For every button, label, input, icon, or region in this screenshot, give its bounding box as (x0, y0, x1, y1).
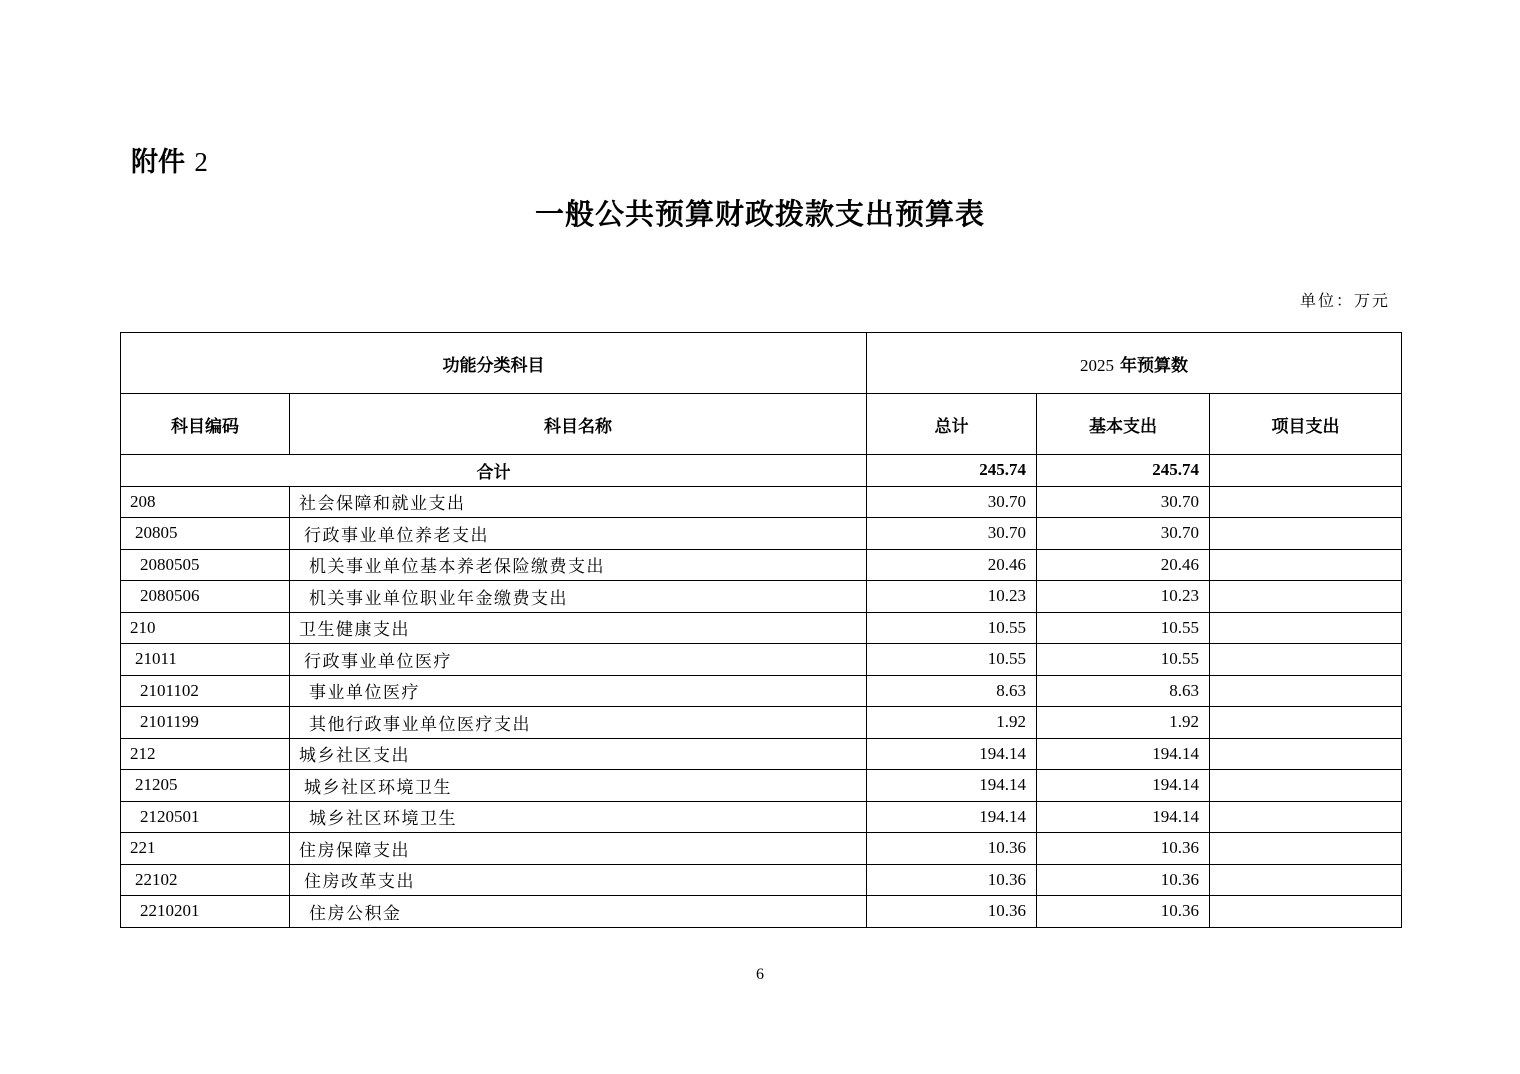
row-name: 城乡社区环境卫生 (290, 801, 867, 833)
row-name: 住房改革支出 (290, 864, 867, 896)
row-total: 1.92 (867, 707, 1037, 739)
row-project (1210, 612, 1402, 644)
row-code: 210 (121, 612, 290, 644)
row-project (1210, 896, 1402, 928)
attachment-number: 2 (194, 147, 208, 177)
row-name: 住房公积金 (290, 896, 867, 928)
attachment-text: 附件 (131, 147, 185, 178)
row-name: 其他行政事业单位医疗支出 (290, 707, 867, 739)
attachment-label (131, 144, 208, 181)
row-basic: 10.23 (1037, 581, 1210, 613)
row-name: 机关事业单位职业年金缴费支出 (290, 581, 867, 613)
row-name: 社会保障和就业支出 (290, 486, 867, 518)
col-header-code: 科目编码 (121, 394, 290, 455)
row-project (1210, 801, 1402, 833)
table-row (121, 644, 1402, 676)
row-code: 2080506 (121, 581, 290, 613)
row-name: 城乡社区环境卫生 (290, 770, 867, 802)
row-total: 194.14 (867, 801, 1037, 833)
row-project (1210, 486, 1402, 518)
row-code: 21205 (121, 770, 290, 802)
row-basic: 10.55 (1037, 644, 1210, 676)
row-basic: 8.63 (1037, 675, 1210, 707)
budget-table (120, 332, 1402, 928)
row-name: 行政事业单位养老支出 (290, 518, 867, 550)
table-row (121, 486, 1402, 518)
row-name: 行政事业单位医疗 (290, 644, 867, 676)
row-code: 221 (121, 833, 290, 865)
row-total: 10.36 (867, 864, 1037, 896)
row-name: 机关事业单位基本养老保险缴费支出 (290, 549, 867, 581)
row-code: 21011 (121, 644, 290, 676)
header-budget-year (867, 333, 1402, 394)
row-total: 10.36 (867, 833, 1037, 865)
total-basic: 245.74 (1037, 455, 1210, 487)
row-total: 10.36 (867, 896, 1037, 928)
row-code: 208 (121, 486, 290, 518)
row-project (1210, 833, 1402, 865)
row-basic: 10.55 (1037, 612, 1210, 644)
header-row-columns (121, 394, 1402, 455)
row-code: 20805 (121, 518, 290, 550)
unit-label: 单位：万元 (1299, 291, 1390, 310)
row-project (1210, 644, 1402, 676)
row-project (1210, 707, 1402, 739)
row-basic: 20.46 (1037, 549, 1210, 581)
row-total: 10.23 (867, 581, 1037, 613)
total-label: 合计 (121, 455, 867, 487)
row-name: 事业单位医疗 (290, 675, 867, 707)
row-project (1210, 581, 1402, 613)
row-code: 2120501 (121, 801, 290, 833)
header-year: 2025 (1080, 355, 1115, 375)
row-total: 194.14 (867, 770, 1037, 802)
row-basic: 30.70 (1037, 518, 1210, 550)
row-code: 22102 (121, 864, 290, 896)
row-total: 10.55 (867, 612, 1037, 644)
table-row (121, 675, 1402, 707)
row-code: 2101102 (121, 675, 290, 707)
table-row (121, 518, 1402, 550)
row-total: 30.70 (867, 486, 1037, 518)
row-total: 8.63 (867, 675, 1037, 707)
table-row (121, 612, 1402, 644)
row-basic: 194.14 (1037, 770, 1210, 802)
table-row (121, 801, 1402, 833)
page-title: 一般公共预算财政拨款支出预算表 (534, 197, 985, 231)
row-project (1210, 738, 1402, 770)
header-row-group (121, 333, 1402, 394)
col-header-basic: 基本支出 (1037, 394, 1210, 455)
header-function-category: 功能分类科目 (121, 333, 867, 394)
table-row (121, 707, 1402, 739)
row-project (1210, 770, 1402, 802)
row-project (1210, 518, 1402, 550)
row-basic: 1.92 (1037, 707, 1210, 739)
row-basic: 30.70 (1037, 486, 1210, 518)
table-row (121, 864, 1402, 896)
row-code: 2210201 (121, 896, 290, 928)
row-project (1210, 864, 1402, 896)
row-project (1210, 549, 1402, 581)
col-header-project: 项目支出 (1210, 394, 1402, 455)
row-name: 城乡社区支出 (290, 738, 867, 770)
row-name: 住房保障支出 (290, 833, 867, 865)
row-project (1210, 675, 1402, 707)
col-header-name: 科目名称 (290, 394, 867, 455)
row-basic: 10.36 (1037, 864, 1210, 896)
row-code: 2080505 (121, 549, 290, 581)
table-row (121, 770, 1402, 802)
table-row (121, 833, 1402, 865)
row-total: 10.55 (867, 644, 1037, 676)
total-sum: 245.74 (867, 455, 1037, 487)
row-basic: 10.36 (1037, 833, 1210, 865)
table-row (121, 738, 1402, 770)
table-row (121, 581, 1402, 613)
page-number: 6 (756, 966, 764, 983)
header-year-text: 年预算数 (1119, 355, 1188, 376)
table-row (121, 549, 1402, 581)
row-basic: 10.36 (1037, 896, 1210, 928)
table-row (121, 896, 1402, 928)
row-total: 194.14 (867, 738, 1037, 770)
total-project (1210, 455, 1402, 487)
row-basic: 194.14 (1037, 738, 1210, 770)
col-header-total: 总计 (867, 394, 1037, 455)
row-total: 20.46 (867, 549, 1037, 581)
row-total: 30.70 (867, 518, 1037, 550)
row-name: 卫生健康支出 (290, 612, 867, 644)
row-code: 212 (121, 738, 290, 770)
total-row (121, 455, 1402, 487)
row-basic: 194.14 (1037, 801, 1210, 833)
row-code: 2101199 (121, 707, 290, 739)
